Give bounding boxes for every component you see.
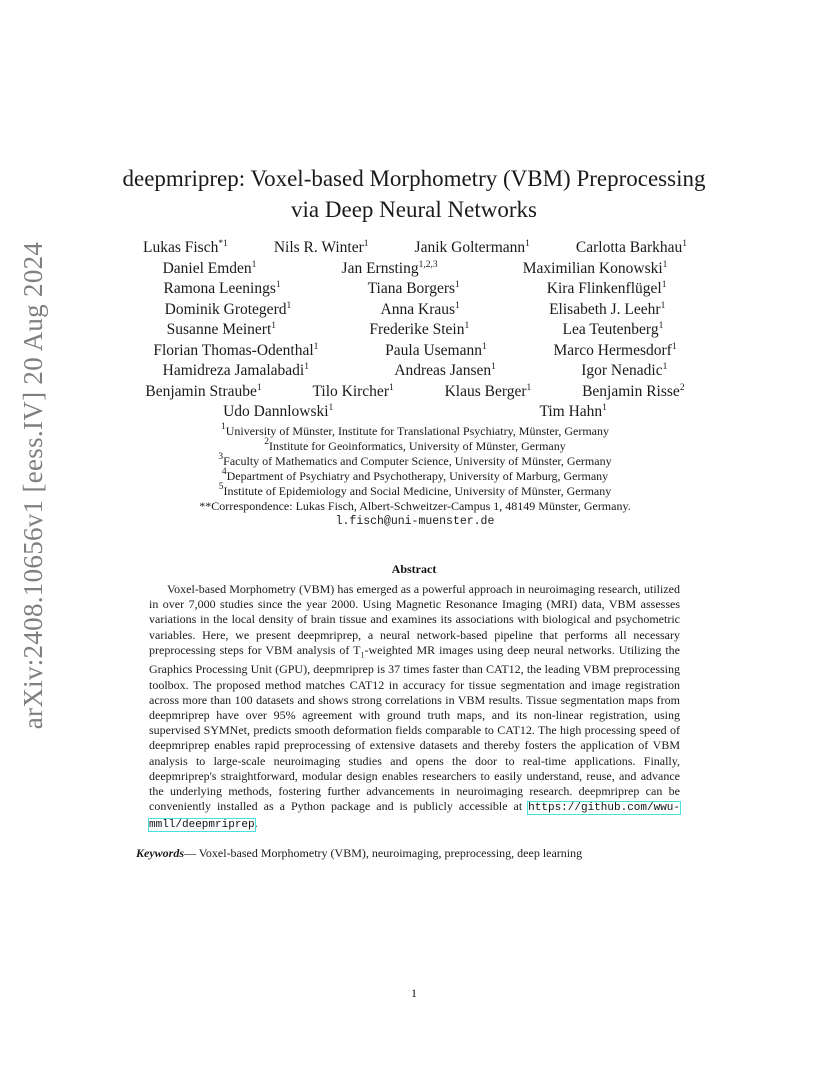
- author: [549, 300, 665, 321]
- author-affiliation-mark: 1: [363, 239, 369, 249]
- affiliation: [120, 484, 710, 499]
- keywords-text: — Voxel-based Morphometry (VBM), neuroimaging, preprocessing, deep learning: [184, 846, 583, 860]
- author-name: Anna Kraus: [380, 300, 456, 318]
- author-name: Maximilian Konowski: [522, 259, 663, 277]
- affiliation: [120, 454, 710, 469]
- author-affiliation-mark: 1: [658, 321, 664, 331]
- affiliation-number: 4: [221, 467, 227, 477]
- author-row: [120, 382, 710, 403]
- author-name: Tiana Borgers: [367, 280, 456, 297]
- author-row: [120, 320, 710, 341]
- author: [153, 341, 318, 362]
- author-row: [120, 402, 710, 423]
- author: [381, 300, 460, 321]
- author: [342, 259, 438, 280]
- author-name: Dominik Grotegerd: [164, 300, 287, 318]
- author: [165, 300, 292, 321]
- author-name: Kira Flinkenflügel: [546, 280, 662, 297]
- author-name: Klaus Berger: [444, 382, 527, 400]
- author: [167, 320, 276, 341]
- arxiv-identifier: [14, 241, 54, 729]
- affiliation-number: 1: [221, 422, 226, 432]
- author-affiliation-mark: 1: [455, 300, 460, 311]
- author-affiliation-mark: 1: [328, 403, 334, 413]
- author-affiliation-mark: 1: [661, 280, 667, 290]
- github-link[interactable]: https://github.com/wwu-mmll/deepmriprep: [149, 802, 680, 832]
- author: [145, 382, 261, 403]
- author-affiliation-mark: 1: [662, 259, 668, 270]
- affiliation: [120, 439, 710, 454]
- author-name: Frederike Stein: [369, 321, 465, 338]
- author-affiliation-mark: 1: [526, 382, 532, 393]
- affiliation: [120, 424, 710, 439]
- author-affiliation-mark: 1: [286, 300, 292, 311]
- author-name: Lukas Fisch: [143, 239, 219, 256]
- author-row: [120, 300, 710, 321]
- affiliation-number: 2: [264, 437, 269, 447]
- author: [547, 279, 667, 300]
- affiliation-text: Institute for Geoinformatics, University of Münster, Germany: [268, 439, 566, 453]
- author-name: Benjamin Straube: [145, 382, 257, 400]
- title-line-1: deepmriprep: Voxel-based Morphometry (VBM) Preprocessing: [122, 166, 706, 191]
- author-affiliation-mark: 1: [304, 362, 309, 372]
- affiliations: [120, 424, 710, 529]
- affiliation-text: Institute of Epidemiology and Social Medicine, University of Münster, Germany: [223, 484, 612, 498]
- author-row: [120, 259, 710, 280]
- affiliation-text: University of Münster, Institute for Translational Psychiatry, Münster, Germany: [225, 424, 609, 438]
- author-affiliation-mark: 1: [682, 239, 687, 249]
- correspondence: **Correspondence: Lukas Fisch, Albert-Schweitzer-Campus 1, 48149 Münster, Germany.: [199, 499, 631, 513]
- author-name: Tim Hahn: [539, 403, 603, 420]
- author-name: Jan Ernsting: [341, 259, 419, 277]
- affiliation-number: 5: [218, 482, 224, 492]
- author: [582, 382, 684, 403]
- affiliation-number: 3: [218, 452, 224, 462]
- author-affiliation-mark: 1: [491, 362, 496, 372]
- title-line-2: via Deep Neural Networks: [291, 197, 537, 222]
- author: [163, 361, 309, 382]
- abstract-body: [149, 582, 680, 834]
- author: [415, 238, 530, 259]
- author: [163, 259, 257, 280]
- author-affiliation-mark: 1: [525, 239, 530, 249]
- author-name: Marco Hermesdorf: [553, 341, 672, 359]
- author-affiliation-mark: 1: [482, 341, 487, 352]
- page-number: 1: [411, 986, 417, 1000]
- author: [385, 341, 487, 362]
- author-row: [120, 279, 710, 300]
- author-affiliation-mark: 1: [275, 280, 281, 290]
- author-list: [120, 238, 710, 423]
- abstract-text-2: -weighted MR images using deep neural networks. Utilizing the Graphics Processing Unit (GPU), deepmriprep is 37 times faster than CAT12, the leading VBM preprocessing toolbox. The proposed method matches CAT12 in accuracy for tissue segmentation and image registration across more than 100 datasets and shows strong correlations in VBM results. Tissue segmentation maps from deepmriprep have over 95% agreement with ground truth maps, and its non-linear registration, using supervised SYMNet, predicts smooth deformation fields comparable to CAT12. The high processing speed of deepmriprep enables rapid preprocessing of extensive datasets and thereby fosters the application of VBM analysis to large-scale neuroimaging studies and opens the door to real-time applications. Finally, deepmriprep's straightforward, modular design enables researchers to easily understand, reuse, and advance the underlying methods, fostering further advancements in neuroimaging research. deepmriprep can be conveniently installed as a Python package and is publicly accessible at: [149, 642, 681, 814]
- author-affiliation-mark: *1: [218, 239, 228, 249]
- author: [563, 320, 664, 341]
- author-name: Florian Thomas-Odenthal: [153, 341, 314, 359]
- arxiv-identifier-text: arXiv:2408.10656v1 [eess.IV] 20 Aug 2024: [18, 241, 49, 729]
- author-affiliation-mark: 1: [671, 341, 677, 352]
- author-name: Udo Dannlowski: [223, 403, 329, 420]
- author-affiliation-mark: 2: [679, 382, 685, 393]
- author: [581, 361, 667, 382]
- author-affiliation-mark: 1,2,3: [418, 259, 438, 270]
- author-affiliation-mark: 1: [662, 362, 668, 372]
- author: [368, 279, 460, 300]
- author: [143, 238, 228, 259]
- author-name: Andreas Jansen: [394, 362, 492, 379]
- author-name: Daniel Emden: [162, 259, 252, 277]
- affiliation-text: Department of Psychiatry and Psychotherapy, University of Marburg, Germany: [226, 469, 609, 483]
- author-name: Carlotta Barkhau: [575, 239, 683, 256]
- author-affiliation-mark: 1: [455, 280, 460, 290]
- author-name: Paula Usemann: [385, 341, 482, 359]
- author-affiliation-mark: 1: [271, 321, 277, 331]
- author-affiliation-mark: 1: [313, 341, 319, 352]
- author: [164, 279, 281, 300]
- affiliation-list: [120, 424, 710, 499]
- correspondence-email[interactable]: l.fisch@uni-muenster.de: [335, 515, 495, 528]
- author-name: Janik Goltermann: [414, 239, 526, 256]
- author-name: Hamidreza Jamalabadi: [162, 362, 305, 379]
- author: [553, 341, 676, 362]
- author-affiliation-mark: 1: [464, 321, 470, 331]
- author: [445, 382, 532, 403]
- affiliation-text: Faculty of Mathematics and Computer Science, University of Münster, Germany: [223, 454, 612, 468]
- abstract-heading: Abstract: [391, 562, 437, 576]
- author: [274, 238, 369, 259]
- author: [523, 259, 668, 280]
- affiliation: [120, 469, 710, 484]
- author-row: [120, 361, 710, 382]
- author: [394, 361, 496, 382]
- author-name: Elisabeth J. Leehr: [549, 300, 661, 318]
- author-name: Ramona Leenings: [163, 280, 276, 297]
- abstract-end: .: [254, 816, 258, 831]
- abstract-text-1: Voxel-based Morphometry (VBM) has emerged as a powerful approach in neuroimaging research, utilized in over 7,000 studies since the year 2000. Using Magnetic Resonance Imaging (MRI) data, VBM assesses variations in the local density of brain tissue and examines its associations with biological and psychometric variables. Here, we present deepmriprep, a neural network-based pipeline that performs all necessary preprocessing steps for VBM analysis of T: [149, 582, 680, 657]
- author: [576, 238, 687, 259]
- author-affiliation-mark: 1: [602, 403, 607, 413]
- keywords-label: Keywords: [136, 846, 184, 860]
- author: [223, 402, 333, 423]
- author-name: Nils R. Winter: [273, 239, 364, 256]
- author-row: [120, 341, 710, 362]
- author: [312, 382, 393, 403]
- paper-title: [100, 163, 728, 225]
- author-affiliation-mark: 1: [251, 259, 257, 270]
- author-affiliation-mark: 1: [256, 382, 262, 393]
- author-name: Susanne Meinert: [166, 321, 272, 338]
- author-row: [120, 238, 710, 259]
- keywords: [136, 846, 736, 861]
- author: [539, 402, 606, 423]
- author-name: Benjamin Risse: [582, 382, 680, 400]
- author-name: Lea Teutenberg: [562, 321, 659, 338]
- author: [369, 320, 469, 341]
- t1-subscript: 1: [360, 650, 365, 660]
- author-name: Igor Nenadic: [581, 362, 663, 379]
- author-name: Tilo Kircher: [312, 382, 389, 400]
- author-affiliation-mark: 1: [660, 300, 666, 311]
- author-affiliation-mark: 1: [388, 382, 394, 393]
